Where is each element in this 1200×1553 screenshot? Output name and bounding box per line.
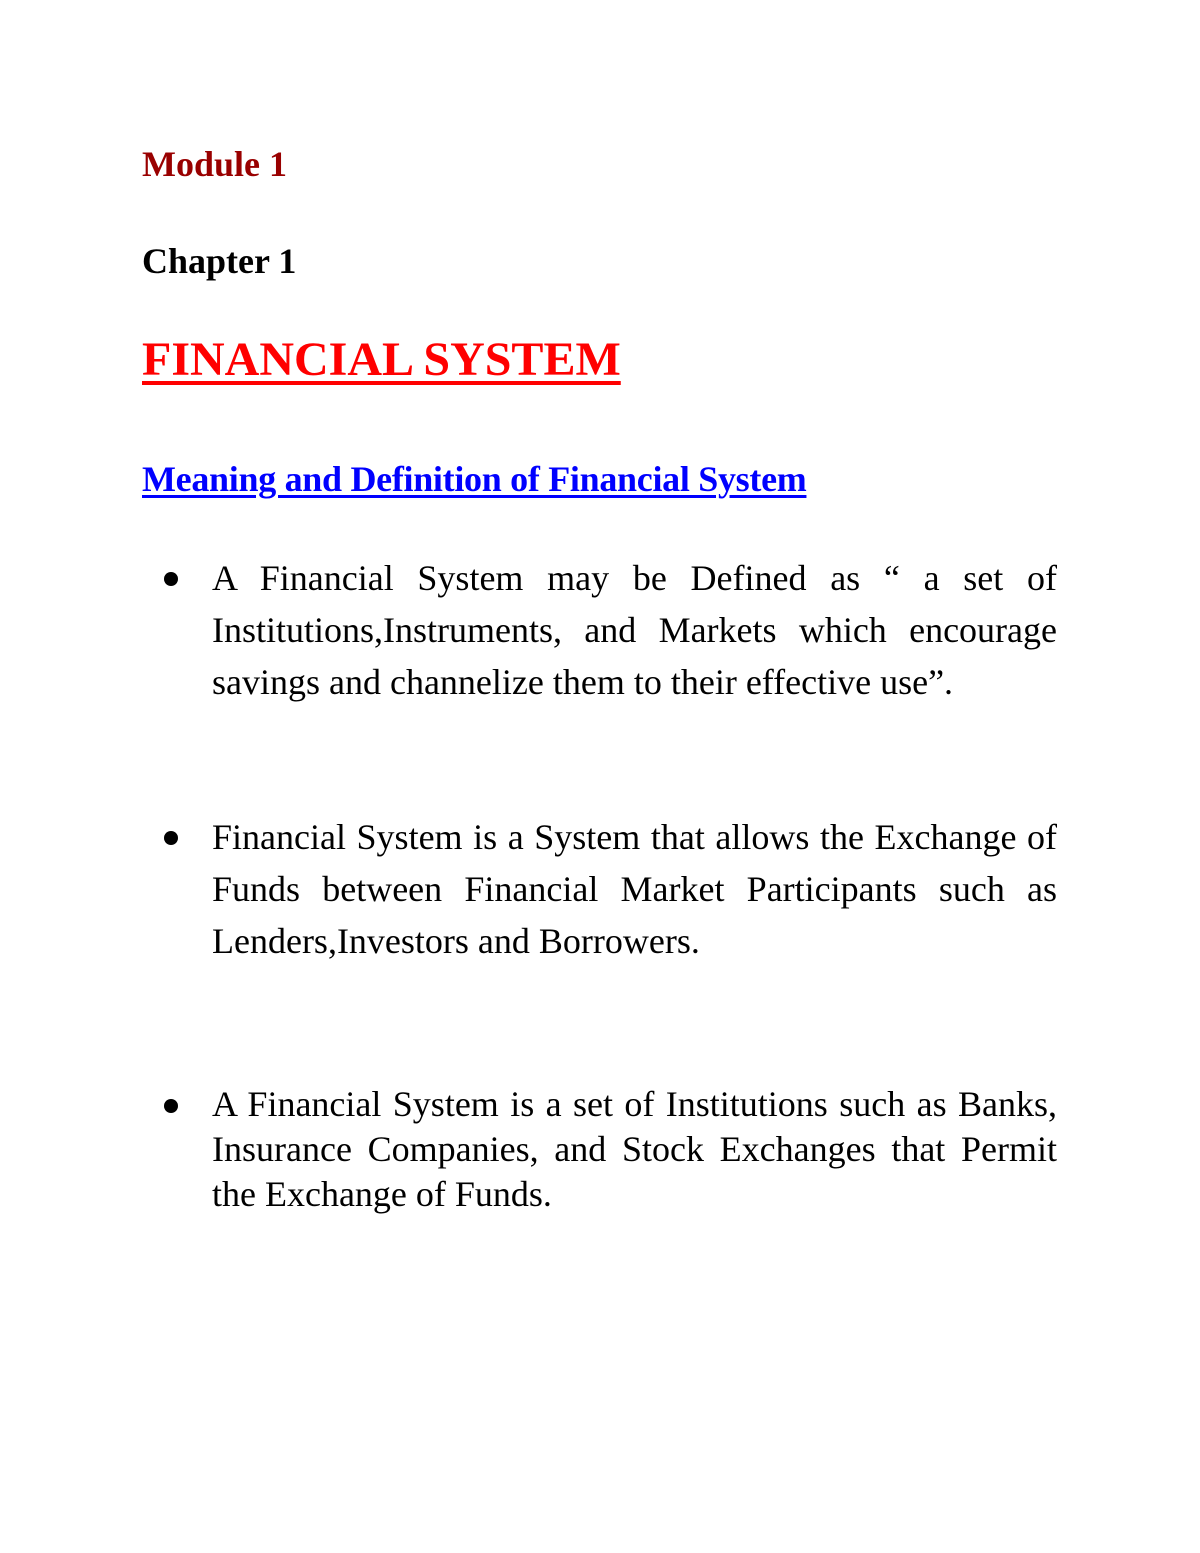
- chapter-label: Chapter 1: [142, 241, 297, 281]
- section-heading: Meaning and Definition of Financial System: [142, 459, 807, 499]
- bullet-icon: [164, 1099, 178, 1113]
- module-label: Module 1: [142, 144, 288, 184]
- list-item-text: A Financial System is a set of Institutions such as Banks, Insurance Companies, and Stock Exchanges that Permit the Exchange of Funds.: [212, 1084, 1057, 1214]
- bullet-icon: [164, 572, 178, 586]
- page-title: FINANCIAL SYSTEM: [142, 333, 621, 386]
- list-item-text: A Financial System may be Defined as “ a set of Institutions,Instruments, and Markets which encourage savings and channelize them to their effective use”.: [212, 558, 1057, 702]
- bullet-icon: [164, 831, 178, 845]
- list-item-text: Financial System is a System that allows the Exchange of Funds between Financial Market Participants such as Lenders,Investors and Borrowers.: [212, 817, 1057, 961]
